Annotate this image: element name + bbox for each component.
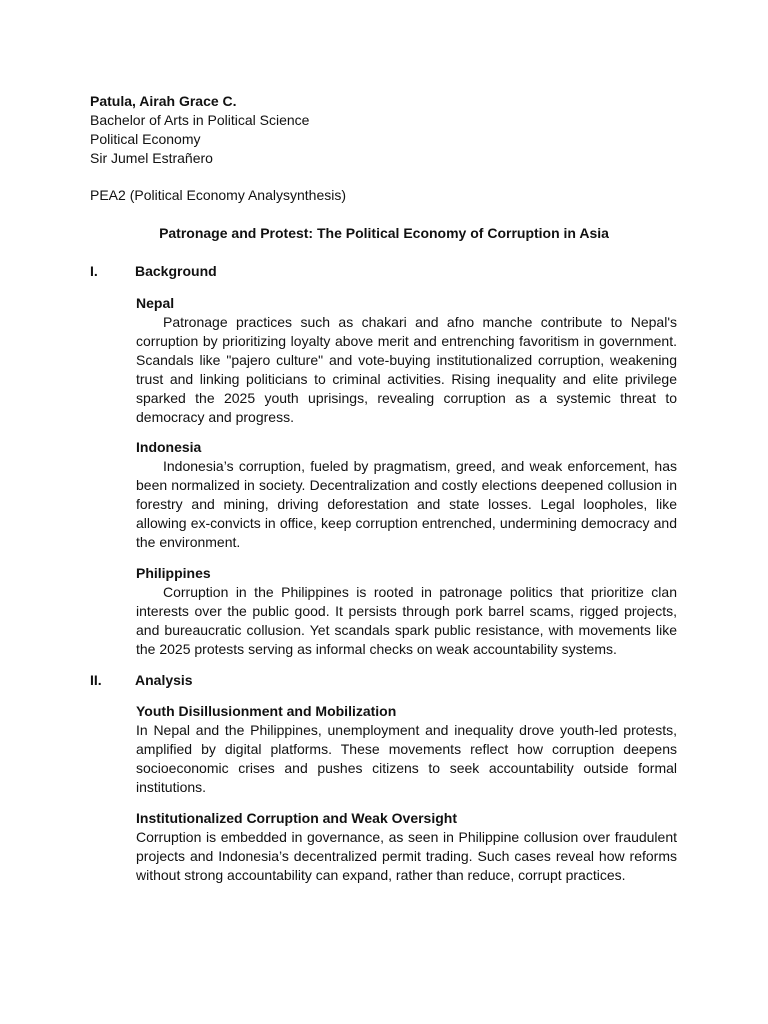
- subsection-title: Youth Disillusionment and Mobilization: [136, 703, 397, 719]
- section-number: II.: [90, 672, 102, 688]
- subsection-youth-disillusionment: [136, 702, 677, 797]
- subsection-title: Philippines: [136, 565, 211, 581]
- section-heading-background: [90, 262, 217, 281]
- section-title: Background: [135, 263, 217, 279]
- subsection-institutionalized-corruption: [136, 809, 677, 885]
- subsection-paragraph: Patronage practices such as chakari and afno manche contribute to Nepal's corruption by prioritizing loyalty above merit and entrenching favoritism in government. Scandals like "pajero culture" and vote-buying institutionalized corruption, weakening trust and linking politicians to criminal activities. Rising inequality and elite privilege sparked the 2025 youth uprisings, revealing corruption as a systemic threat to democracy and progress.: [136, 314, 677, 425]
- author-header: [90, 92, 690, 168]
- document-title: Patronage and Protest: The Political Economy of Corruption in Asia: [159, 225, 609, 241]
- degree-program: Bachelor of Arts in Political Science: [90, 112, 310, 128]
- subsection-title: Indonesia: [136, 439, 202, 455]
- subsection-indonesia: [136, 438, 677, 552]
- section-number: I.: [90, 263, 98, 279]
- subsection-paragraph: Corruption in the Philippines is rooted in patronage politics that prioritize clan interests over the public good. It persists through pork barrel scams, rigged projects, and bureaucratic collusion. Yet scandals spark public resistance, with movements like the 2025 protests serving as informal checks on weak accountability systems.: [136, 584, 677, 657]
- course-name: Political Economy: [90, 131, 201, 147]
- subsection-title: Institutionalized Corruption and Weak Oversight: [136, 810, 457, 826]
- subsection-philippines: [136, 564, 677, 659]
- subsection-paragraph: Indonesia’s corruption, fueled by pragmatism, greed, and weak enforcement, has been normalized in society. Decentralization and costly elections deepened collusion in forestry and mining, driving deforestation and state losses. Legal loopholes, like allowing ex-convicts in office, keep corruption entrenched, undermining democracy and the environment.: [136, 458, 677, 550]
- subsection-title: Nepal: [136, 295, 175, 311]
- subsection-paragraph: In Nepal and the Philippines, unemployment and inequality drove youth-led protests, amplified by digital platforms. These movements reflect how corruption deepens socioeconomic crises and pushes citizens to seek accountability outside formal institutions.: [136, 722, 677, 795]
- assignment-label: PEA2 (Political Economy Analysynthesis): [90, 187, 346, 203]
- section-heading-analysis: [90, 671, 193, 690]
- instructor-name: Sir Jumel Estrañero: [90, 150, 213, 166]
- student-name: Patula, Airah Grace C.: [90, 93, 237, 109]
- subsection-nepal: [136, 294, 677, 427]
- subsection-paragraph: Corruption is embedded in governance, as seen in Philippine collusion over fraudulent projects and Indonesia’s decentralized permit trading. Such cases reveal how reforms without strong accountability can expand, rather than reduce, corrupt practices.: [136, 829, 677, 883]
- section-title: Analysis: [135, 672, 193, 688]
